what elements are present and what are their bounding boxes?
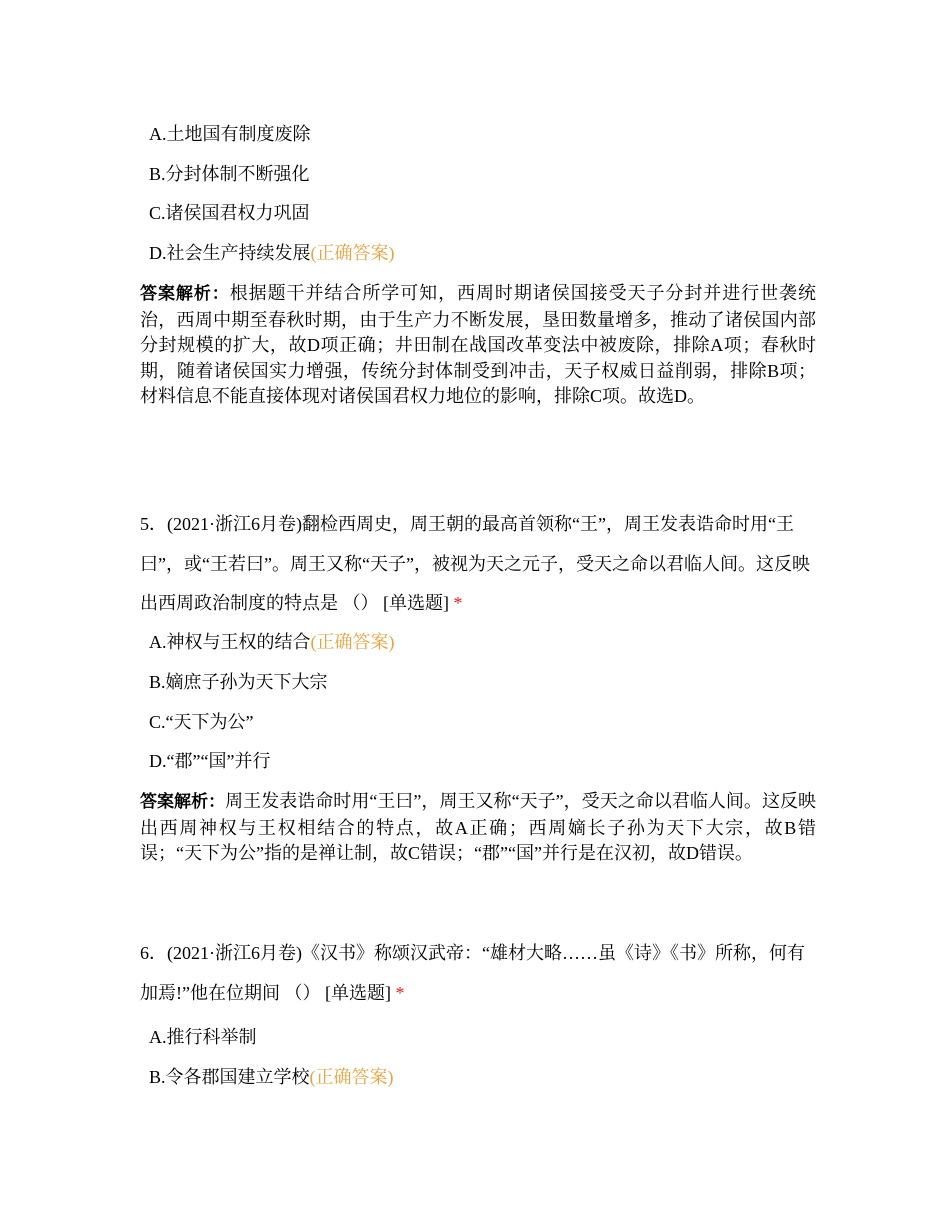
option-text: D.“郡”“国”并行 — [149, 751, 271, 771]
option-text: D.社会生产持续发展 — [149, 243, 311, 263]
option-text: B.令各郡国建立学校 — [149, 1067, 310, 1087]
q4-option-c[interactable] — [149, 201, 310, 225]
option-text: A.推行科举制 — [149, 1027, 257, 1047]
q4-option-d[interactable] — [149, 241, 395, 265]
analysis-label: 答案解析： — [140, 792, 226, 812]
option-text: C.诸侯国君权力巩固 — [149, 203, 310, 223]
q5-option-d[interactable] — [149, 749, 270, 773]
q6-option-a[interactable] — [149, 1025, 257, 1049]
q5-option-c[interactable] — [149, 710, 253, 734]
question-text: 5．(2021·浙江6月卷)翻检西周史，周王朝的最高首领称“王”，周王发表诰命时用“王曰”，或“王若曰”。周王又称“天子”，被视为天之元子，受天之命以君临人间。这反映出西周政治制度的特点是 （） [单选题] — [140, 514, 810, 613]
required-mark: * — [395, 982, 405, 1003]
q5-option-b[interactable] — [149, 670, 328, 694]
question-text: 6．(2021·浙江6月卷)《汉书》称颂汉武帝：“雄材大略……虽《诗》《书》所称，何有加焉!”他在位期间 （） [单选题] — [140, 943, 805, 1003]
correct-answer-tag: (正确答案) — [310, 632, 395, 652]
q5-question — [140, 505, 816, 624]
q4-option-a[interactable] — [149, 122, 311, 146]
option-text: B.嫡庶子孙为天下大宗 — [149, 672, 328, 692]
analysis-text: 根据题干并结合所学可知，西周时期诸侯国接受天子分封并进行世袭统治，西周中期至春秋时期，由于生产力不断发展，垦田数量增多，推动了诸侯国内部分封规模的扩大，故D项正确；井田制在战国改革变法中被废除，排除A项；春秋时期，随着诸侯国实力增强，传统分封体制受到冲击，天子权威日益削弱，排除B项；材料信息不能直接体现对诸侯国君权力地位的影响，排除C项。故选D。 — [140, 283, 817, 406]
analysis-text: 周王发表诰命时用“王曰”，周王又称“天子”，受天之命以君临人间。这反映出西周神权与王权相结合的特点，故A正确；西周嫡长子孙为天下大宗，故B错误；“天下为公”指的是禅让制，故C错误；“郡”“国”并行是在汉初，故D错误。 — [140, 791, 816, 863]
option-text: A.神权与王权的结合 — [149, 632, 311, 652]
q5-analysis — [140, 789, 816, 867]
correct-answer-tag: (正确答案) — [309, 1067, 394, 1087]
q5-option-a[interactable] — [149, 630, 395, 654]
q4-analysis — [140, 281, 816, 410]
required-mark: * — [453, 593, 463, 613]
option-text: B.分封体制不断强化 — [149, 164, 310, 184]
q6-option-b[interactable] — [149, 1065, 394, 1089]
q6-question — [140, 934, 816, 1013]
correct-answer-tag: (正确答案) — [310, 243, 395, 263]
option-text: C.“天下为公” — [149, 712, 254, 732]
option-text: A.土地国有制度废除 — [149, 124, 311, 144]
q4-option-b[interactable] — [149, 162, 310, 186]
analysis-label: 答案解析： — [140, 284, 230, 304]
